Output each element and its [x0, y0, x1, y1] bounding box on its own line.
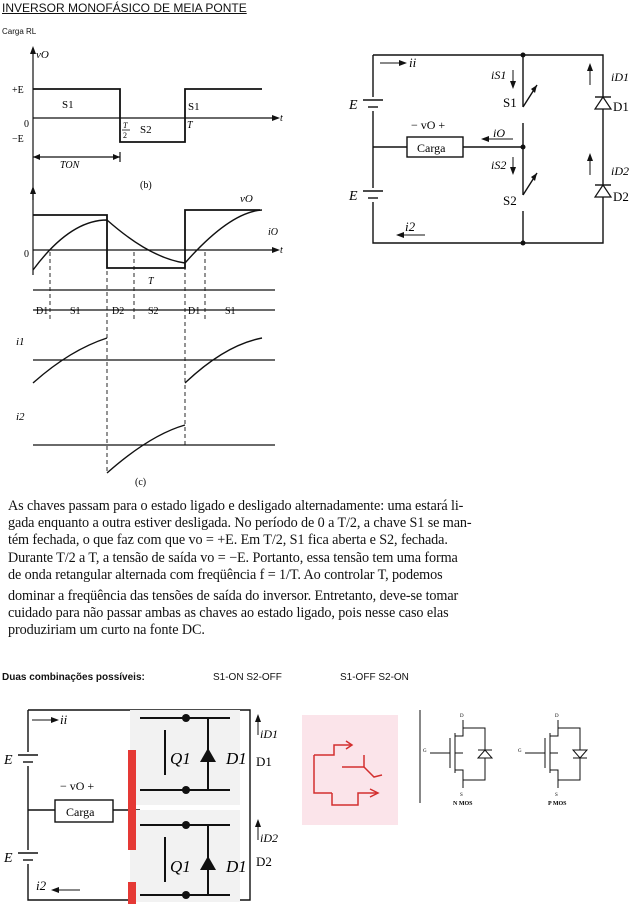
vo-label-c: vO: [240, 193, 253, 205]
s1-label-circuit: S1: [503, 95, 517, 110]
pmos-g: G: [518, 749, 522, 754]
t-axis-label: t: [280, 113, 283, 124]
paragraph-line: cuidado para não passar ambas as chaves ao estado ligado, pois nesse caso elas: [8, 605, 449, 622]
vo-trace: [33, 210, 260, 268]
pmos-label: P MOS: [548, 801, 567, 807]
caption-c: (c): [135, 477, 147, 488]
i2-label: i2: [405, 219, 416, 234]
zero-label-c: 0: [24, 249, 29, 260]
s1-label-2: S1: [188, 101, 200, 113]
s2-label: S2: [140, 124, 152, 136]
figure-c-waveforms: [0, 180, 300, 490]
caption-b: (b): [140, 180, 152, 191]
zero-label: 0: [24, 119, 29, 130]
s1-label: S1: [62, 99, 74, 111]
explanation-paragraph: [8, 498, 620, 640]
pmos-s: S: [555, 793, 558, 798]
subtitle: Carga RL: [2, 27, 37, 36]
i2-label-c: i2: [16, 411, 25, 423]
mosfet-symbols: [415, 708, 625, 808]
figure-b-square-wave: [0, 40, 300, 195]
paragraph-line: As chaves passam para o estado ligado e desligado alternadamente: uma estará li-: [8, 498, 464, 514]
d2-label: D2: [613, 189, 629, 204]
i2-trace: [107, 425, 185, 473]
s2-label-circuit: S2: [503, 193, 517, 208]
i1-label-c: i1: [16, 336, 25, 348]
bottom-d2-label: D2: [256, 854, 272, 869]
bottom-id1-label: iD1: [260, 727, 278, 741]
t-axis-c: t: [280, 245, 283, 256]
paragraph-line: Durante T/2 a T, a tensão de saída vo = −E. Portanto, essa tensão tem uma forma: [8, 549, 458, 566]
id1-label: iD1: [611, 70, 629, 84]
paragraph-line: tém fechada, o que faz com que vo = +E. Em T/2, S1 fica aberta e S2, fechada.: [8, 532, 448, 549]
nmos-label: N MOS: [453, 801, 473, 807]
nmos-g: G: [423, 749, 427, 754]
bottom-ii-label: ii: [60, 712, 68, 727]
d1-label: D1: [613, 99, 629, 114]
paragraph-line: dominar a freqüência das tensões de saída do inversor. Entretanto, deve-se tomar: [8, 588, 459, 605]
bottom-e1-label: E: [4, 753, 13, 768]
minus-e-label: −E: [12, 134, 24, 145]
is1-label: iS1: [491, 68, 507, 82]
interval-d1-2: D1: [188, 306, 201, 317]
vo-label-circuit: − vO +: [411, 118, 446, 132]
combos-heading: Duas combinações possíveis:: [2, 672, 145, 683]
bottom-circuit: [0, 700, 300, 910]
combo-2: S1-OFF S2-ON: [340, 672, 409, 683]
bottom-e2-label: E: [4, 851, 13, 866]
interval-s1-2: S1: [225, 306, 236, 317]
io-label-circuit: iO: [493, 126, 505, 140]
is2-label: iS2: [491, 158, 507, 172]
carga-label: Carga: [417, 141, 446, 155]
half-bridge-circuit: [345, 45, 629, 255]
bottom-vo-label: − vO +: [60, 779, 95, 793]
t-label-c: T: [148, 276, 154, 287]
q1-top: Q1: [170, 749, 191, 768]
t-label: T: [187, 120, 193, 131]
nmos-d: D: [460, 714, 464, 719]
io-label-c: iO: [268, 227, 278, 238]
nmos-s: S: [460, 793, 463, 798]
vo-axis-label: vO: [36, 49, 49, 61]
interval-s2: S2: [148, 306, 159, 317]
plus-e-label: +E: [12, 85, 24, 96]
bottom-i2-label: i2: [36, 878, 47, 893]
pmos-d: D: [555, 714, 559, 719]
ton-label: TON: [60, 160, 80, 171]
t-half-num: T: [123, 121, 128, 130]
hand-sketch: [302, 715, 398, 825]
interval-s1: S1: [70, 306, 81, 317]
bottom-d1-label: D1: [256, 754, 272, 769]
paragraph-line: de onda retangular alternada com freqüência f = 1/T. Ao controlar T, podemos: [8, 566, 443, 583]
id2-label: iD2: [611, 164, 629, 178]
paragraph-line: produziriam um curto na fonte DC.: [8, 622, 205, 639]
interval-d2: D2: [112, 306, 125, 317]
d1-inner-top: D1: [226, 749, 247, 768]
ii-label: ii: [409, 55, 417, 70]
paragraph-line: gada enquanto a outra estiver desligada. No período de 0 a T/2, a chave S1 se man-: [8, 515, 472, 532]
bottom-carga-label: Carga: [66, 805, 95, 819]
io-trace: [33, 210, 262, 270]
e-label-bottom: E: [349, 189, 358, 204]
combo-1: S1-ON S2-OFF: [213, 672, 282, 683]
t-half-den: 2: [123, 131, 127, 140]
bottom-id2-label: iD2: [260, 831, 278, 845]
d1-inner-bottom: D1: [226, 857, 247, 876]
page-title: INVERSOR MONOFÁSICO DE MEIA PONTE: [2, 1, 247, 15]
interval-d1: D1: [36, 306, 49, 317]
e-label-top: E: [349, 98, 358, 113]
q1-bottom: Q1: [170, 857, 191, 876]
